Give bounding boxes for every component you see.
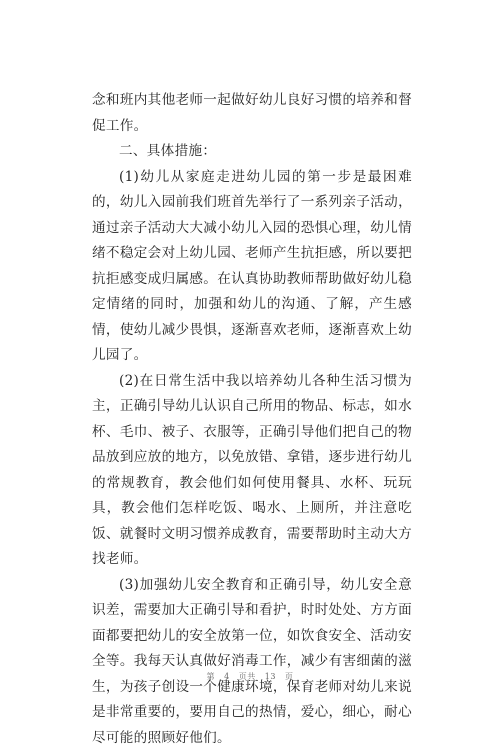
- paragraph-continuation: 念和班内其他老师一起做好幼儿良好习惯的培养和督促工作。: [92, 88, 412, 139]
- footer-middle: 页共: [239, 672, 256, 681]
- footer-current-page: 4: [224, 672, 230, 681]
- paragraph-measure-1: (1)幼儿从家庭走进幼儿园的第一步是最困难的，幼儿入园前我们班首先举行了一系列亲子活动，通过亲子活动大大减小幼儿入园的恐惧心理，幼儿情绪不稳定会对上幼儿园、老师产生抗拒感，所以要把抗拒感变成归属感。在认真协助教师帮助做好幼儿稳定情绪的同时，加强和幼儿的沟通、了解，产生感情，使幼儿减少畏惧，逐渐喜欢老师，逐渐喜欢上幼儿园了。: [92, 165, 412, 369]
- section-heading: 二、具体措施：: [92, 139, 412, 165]
- paragraph-measure-2: (2)在日常生活中我以培养幼儿各种生活习惯为主，正确引导幼儿认识自己所用的物品、标志，如水杯、毛巾、被子、衣服等，正确引导他们把自己的物品放到应放的地方，以免放错、拿错，逐步进行幼儿的常规教育，教会他们如何使用餐具、水杯、玩玩具，教会他们怎样吃饭、喝水、上厕所，并注意吃饭、就餐时文明习惯养成教育，需要帮助时主动大方找老师。: [92, 369, 412, 573]
- footer-suffix: 页: [285, 672, 294, 681]
- footer-total-pages: 13: [265, 672, 276, 681]
- paragraph-measure-3: (3)加强幼儿安全教育和正确引导，幼儿安全意识差，需要加大正确引导和看护，时时处处、方方面面都要把幼儿的安全放第一位，如饮食安全、活动安全等。我每天认真做好消毒工作，减少有害细菌的滋生，为孩子创设一个健康环境，保育老师对幼儿来说是非常重要的，要用自己的热情，爱心，细心，耐心尽可能的照顾好他们。: [92, 573, 412, 751]
- document-body: [92, 88, 412, 751]
- footer-prefix: 第: [207, 672, 216, 681]
- page-footer: [0, 671, 500, 682]
